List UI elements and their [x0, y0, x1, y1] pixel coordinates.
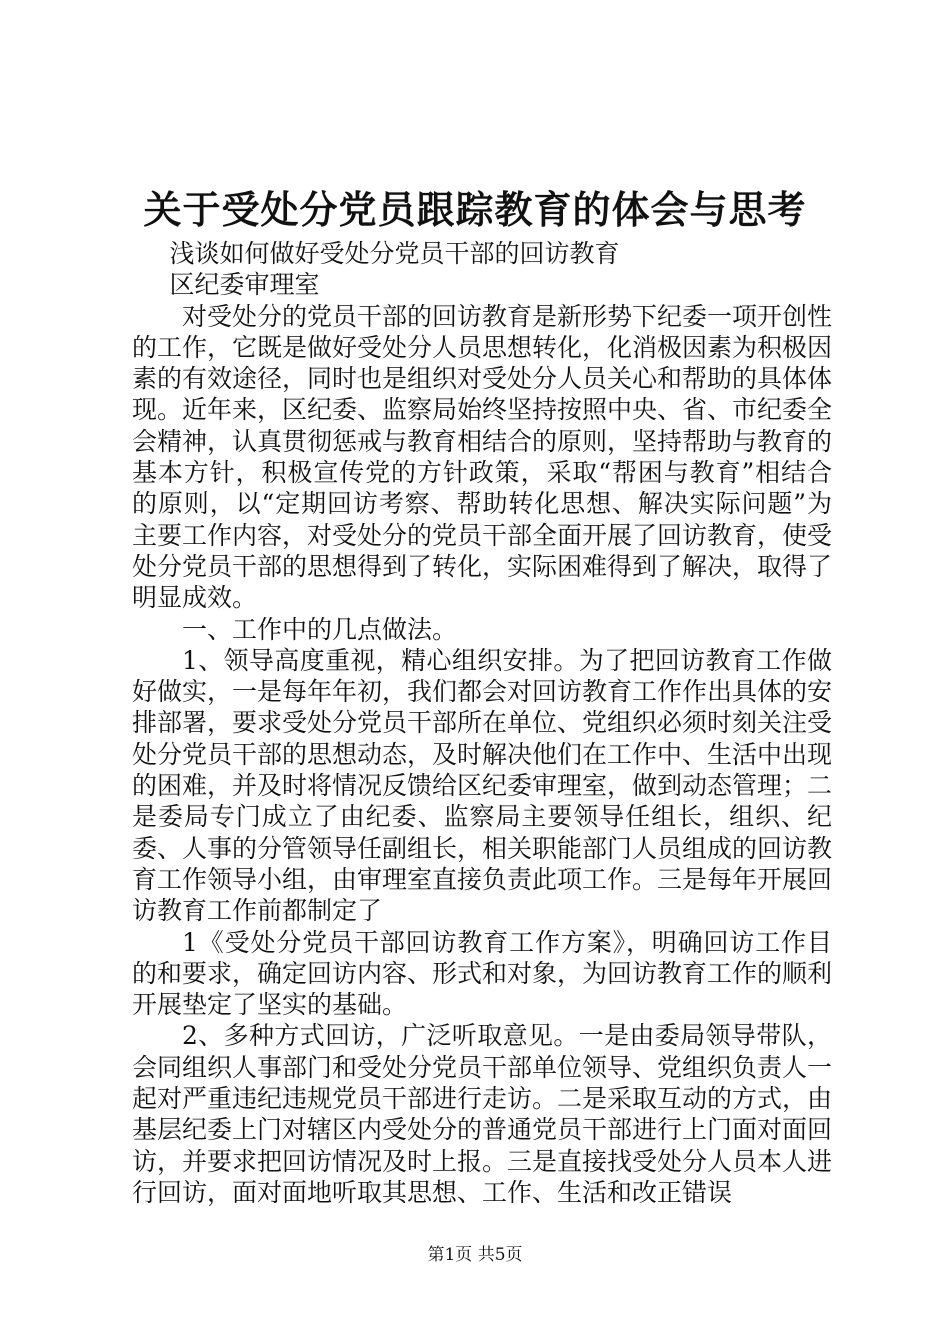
document-title: 关于受处分党员跟踪教育的体会与思考: [143, 187, 807, 232]
paragraph: 1、领导高度重视，精心组织安排。为了把回访教育工作做好做实，一是每年年初，我们都会对回访教育工作作出具体的安排部署，要求受处分党员干部所在单位、党组织必须时刻关注受处分党员干部的思想动态，及时解决他们在工作中、生活中出现的困难，并及时将情况反馈给区纪委审理室，做到动态管理；二是委局专门成立了由纪委、监察局主要领导任组长，组织、纪委、人事的分管领导任副组长，相关职能部门人员组成的回访教育工作领导小组，由审理室直接负责此项工作。三是每年开展回访教育工作前都制定了: [132, 645, 833, 926]
paragraph: 2、多种方式回访，广泛听取意见。一是由委局领导带队，会同组织人事部门和受处分党员干部单位领导、党组织负责人一起对严重违纪违规党员干部进行走访。二是采取互动的方式，由基层纪委上门对辖区内受处分的普通党员干部进行上门面对面回访，并要求把回访情况及时上报。三是直接找受处分人员本人进行回访，面对面地听取其思想、工作、生活和改正错误: [132, 1021, 833, 1207]
paragraph: 对受处分的党员干部的回访教育是新形势下纪委一项开创性的工作，它既是做好受处分人员思想转化，化消极因素为积极因素的有效途径，同时也是组织对受处分人员关心和帮助的具体体现。近年来，区纪委、监察局始终坚持按照中央、省、市纪委全会精神，认真贯彻惩戒与教育相结合的原则，坚持帮助与教育的基本方针，积极宣传党的方针政策，采取“帮困与教育”相结合的原则，以“定期回访考察、帮助转化思想、解决实际问题”为主要工作内容，对受处分的党员干部全面开展了回访教育，使受处分党员干部的思想得到了转化，实际困难得到了解决，取得了明显成效。: [132, 301, 833, 613]
page-number-footer: 第1页 共5页: [427, 1245, 523, 1265]
section-heading: 一、工作中的几点做法。: [182, 614, 458, 644]
document-author: 区纪委审理室: [169, 270, 320, 300]
document-subtitle: 浅谈如何做好受处分党员干部的回访教育: [169, 239, 620, 268]
document-body: [132, 238, 832, 1208]
paragraph: 1《受处分党员干部回访教育工作方案》，明确回访工作目的和要求，确定回访内容、形式和对象，为回访教育工作的顺利开展垫定了坚实的基础。: [132, 927, 833, 1020]
